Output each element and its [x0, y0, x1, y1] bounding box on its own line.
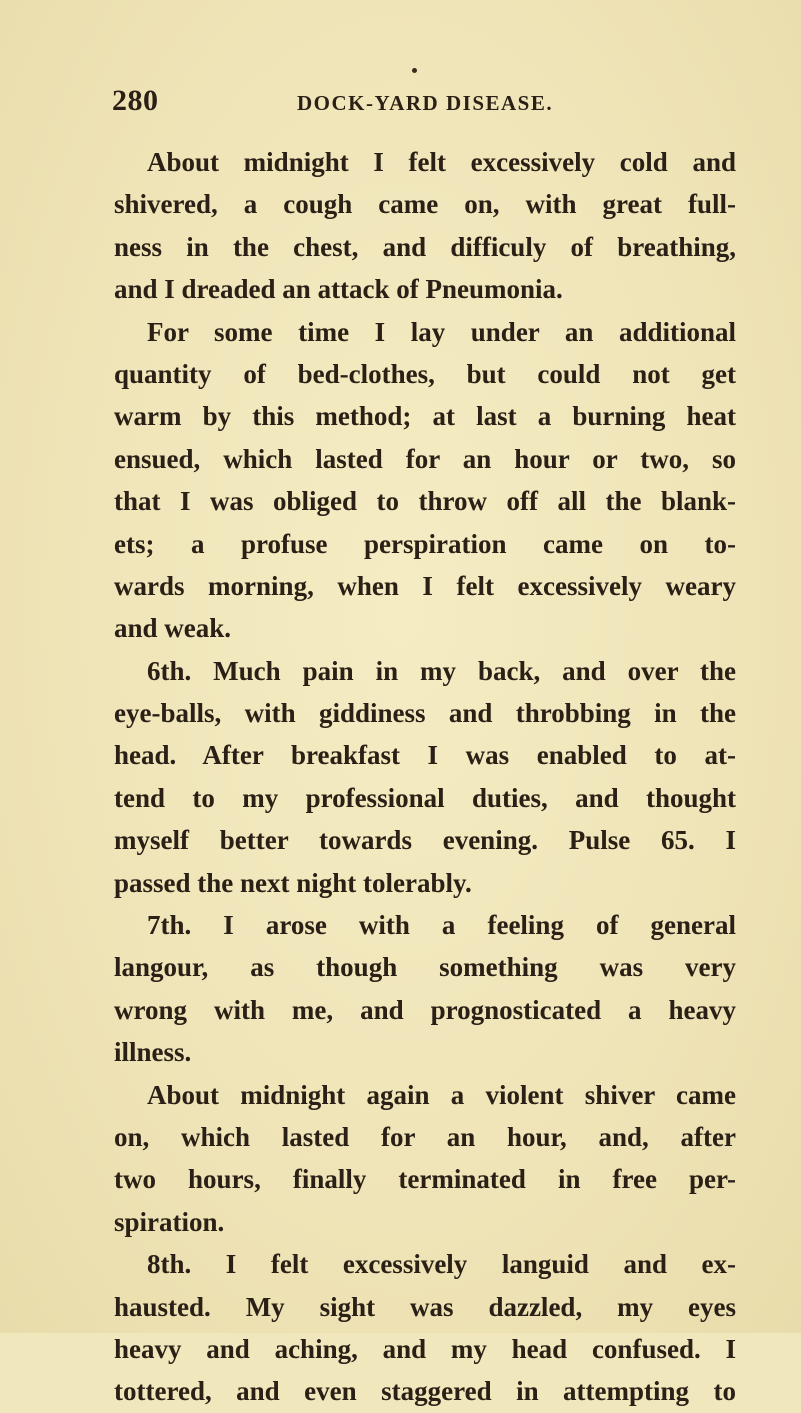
text-line: two hours, finally terminated in free per-	[114, 1164, 736, 1195]
text-line: shivered, a cough came on, with great full-	[114, 189, 736, 220]
text-line: For some time I lay under an additional	[147, 316, 736, 347]
text-line: ensued, which lasted for an hour or two, so	[114, 443, 736, 474]
ink-speck	[412, 68, 417, 73]
text-line: illness.	[114, 1037, 192, 1068]
text-line: on, which lasted for an hour, and, after	[114, 1121, 736, 1152]
text-line: 7th. I arose with a feeling of general	[147, 910, 736, 941]
text-line: wards morning, when I felt excessively weary	[114, 570, 736, 601]
text-line: head. After breakfast I was enabled to at-	[114, 740, 736, 771]
text-line: ness in the chest, and difficuly of breathing,	[114, 231, 736, 262]
text-line: About midnight again a violent shiver came	[147, 1079, 736, 1110]
text-line: 8th. I felt excessively languid and ex-	[147, 1249, 736, 1280]
text-line: heavy and aching, and my head confused. I	[114, 1333, 736, 1364]
running-head: DOCK-YARD DISEASE.	[297, 91, 554, 115]
page-number: 280	[112, 84, 159, 117]
body-text	[114, 141, 736, 1413]
text-line: About midnight I felt excessively cold and	[147, 147, 736, 177]
page-header	[112, 84, 672, 124]
text-line: passed the next night tolerably.	[114, 867, 472, 898]
text-line: langour, as though something was very	[114, 952, 736, 983]
text-line: tend to my professional duties, and thought	[114, 782, 736, 813]
text-line: ets; a profuse perspiration came on to-	[114, 528, 736, 559]
text-line: wrong with me, and prognosticated a heavy	[114, 994, 736, 1025]
text-line: tottered, and even staggered in attempting to	[114, 1376, 736, 1407]
text-line: spiration.	[114, 1206, 225, 1237]
text-line: hausted. My sight was dazzled, my eyes	[114, 1291, 736, 1322]
text-line: quantity of bed-clothes, but could not get	[114, 358, 736, 389]
text-line: myself better towards evening. Pulse 65. I	[114, 825, 736, 856]
text-line: warm by this method; at last a burning heat	[114, 401, 736, 432]
text-line: that I was obliged to throw off all the blank-	[114, 486, 736, 517]
text-line: eye-balls, with giddiness and throbbing in the	[114, 698, 736, 729]
text-line: and weak.	[114, 613, 232, 644]
text-line: and I dreaded an attack of Pneumonia.	[114, 274, 563, 305]
text-line: 6th. Much pain in my back, and over the	[147, 655, 736, 686]
